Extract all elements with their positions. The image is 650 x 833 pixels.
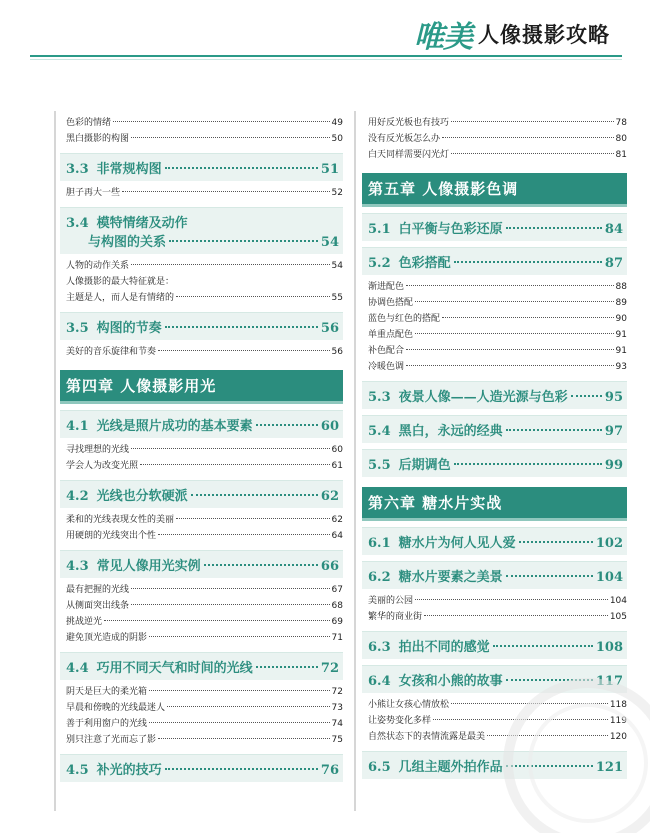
toc-entry[interactable]: 用硬朗的光线突出个性 64 xyxy=(66,531,343,541)
toc-entry[interactable]: 蓝色与红色的搭配 90 xyxy=(368,314,627,324)
toc-entry[interactable]: 最有把握的光线 67 xyxy=(66,585,343,595)
toc-entry[interactable]: 善于利用窗户的光线 74 xyxy=(66,719,343,729)
toc-section-5-2[interactable]: 5.2 色彩搭配 87 xyxy=(362,247,627,275)
toc-section-5-4[interactable]: 5.4 黑白，永远的经典 97 xyxy=(362,415,627,443)
toc-entry[interactable]: 挑战逆光 69 xyxy=(66,617,343,627)
page-header xyxy=(0,0,650,70)
toc-entry[interactable]: 色彩的情绪 49 xyxy=(66,118,343,128)
toc-section-5-5[interactable]: 5.5 后期调色 99 xyxy=(362,449,627,477)
toc-entry[interactable]: 协调色搭配 89 xyxy=(368,298,627,308)
toc-entry[interactable]: 人像摄影的最大特征就是： xyxy=(66,277,175,287)
toc-entry[interactable]: 白天同样需要闪光灯 81 xyxy=(368,150,627,160)
brand-title: 人像摄影攻略 xyxy=(478,23,610,47)
toc-section-5-3[interactable]: 5.3 夜景人像——人造光源与色彩 95 xyxy=(362,381,627,409)
toc-entry[interactable]: 主题是人，而人是有情绪的 55 xyxy=(66,293,343,303)
toc-entry[interactable]: 学会人为改变光照 61 xyxy=(66,461,343,471)
toc-entry[interactable]: 避免顶光造成的阴影 71 xyxy=(66,633,343,643)
toc-section-6-3[interactable]: 6.3 拍出不同的感觉 108 xyxy=(362,631,627,659)
toc-section-5-1[interactable]: 5.1 白平衡与色彩还原 84 xyxy=(362,213,627,241)
toc-entry[interactable]: 阴天是巨大的柔光箱 72 xyxy=(66,687,343,697)
toc-entry[interactable]: 寻找理想的光线 60 xyxy=(66,445,343,455)
toc-section-3-4[interactable]: 3.4 模特情绪及动作 与构图的关系 54 xyxy=(60,207,343,254)
toc-section-3-5[interactable]: 3.5 构图的节奏 56 xyxy=(60,312,343,340)
toc-section-6-2[interactable]: 6.2 糖水片要素之美景 104 xyxy=(362,561,627,589)
header-rule xyxy=(30,55,622,57)
book-brand xyxy=(414,12,610,56)
toc-entry[interactable]: 黑白摄影的构图 50 xyxy=(66,134,343,144)
toc-entry[interactable]: 自然状态下的表情流露是最美 120 xyxy=(368,732,627,742)
toc-entry[interactable]: 人物的动作关系 54 xyxy=(66,261,343,271)
toc-chapter-4[interactable]: 第四章 人像摄影用光 xyxy=(60,370,343,404)
toc-section-6-5[interactable]: 6.5 几组主题外拍作品 121 xyxy=(362,751,627,779)
toc-entry[interactable]: 繁华的商业街 105 xyxy=(368,612,627,622)
toc-entry[interactable]: 胆子再大一些 52 xyxy=(66,188,343,198)
toc-section-3-3[interactable]: 3.3 非常规构图 51 xyxy=(60,153,343,181)
header-rule-thin xyxy=(30,59,622,60)
toc-section-4-5[interactable]: 4.5 补光的技巧 76 xyxy=(60,754,343,782)
toc-chapter-5[interactable]: 第五章 人像摄影色调 xyxy=(362,173,627,207)
toc-entry[interactable]: 早晨和傍晚的光线最迷人 73 xyxy=(66,703,343,713)
toc-entry[interactable]: 单重点配色 91 xyxy=(368,330,627,340)
toc-entry[interactable]: 让姿势变化多样 119 xyxy=(368,716,627,726)
toc-section-6-4[interactable]: 6.4 女孩和小熊的故事 117 xyxy=(362,665,627,693)
toc-left-column xyxy=(60,115,343,786)
watermark-stamp xyxy=(478,653,650,833)
toc-chapter-6[interactable]: 第六章 糖水片实战 xyxy=(362,487,627,521)
brand-title-accent: 唯美 xyxy=(414,20,472,55)
toc-entry[interactable]: 柔和的光线表现女性的美丽 62 xyxy=(66,515,343,525)
toc-entry[interactable]: 从侧面突出线条 68 xyxy=(66,601,343,611)
toc-section-4-2[interactable]: 4.2 光线也分软硬派 62 xyxy=(60,480,343,508)
toc-section-4-3[interactable]: 4.3 常见人像用光实例 66 xyxy=(60,550,343,578)
toc-section-4-1[interactable]: 4.1 光线是照片成功的基本要素 60 xyxy=(60,410,343,438)
toc-entry[interactable]: 小熊让女孩心情放松 118 xyxy=(368,700,627,710)
toc-entry[interactable]: 冷暖色调 93 xyxy=(368,362,627,372)
toc-entry[interactable]: 用好反光板也有技巧 78 xyxy=(368,118,627,128)
toc-entry[interactable]: 美丽的公园 104 xyxy=(368,596,627,606)
toc-entry[interactable]: 渐进配色 88 xyxy=(368,282,627,292)
toc-entry[interactable]: 补色配合 91 xyxy=(368,346,627,356)
toc-section-4-4[interactable]: 4.4 巧用不同天气和时间的光线 72 xyxy=(60,652,343,680)
toc-section-6-1[interactable]: 6.1 糖水片为何人见人爱 102 xyxy=(362,527,627,555)
toc-entry[interactable]: 美好的音乐旋律和节奏 56 xyxy=(66,347,343,357)
toc-entry[interactable]: 没有反光板怎么办 80 xyxy=(368,134,627,144)
toc-entry[interactable]: 别只注意了光而忘了影 75 xyxy=(66,735,343,745)
